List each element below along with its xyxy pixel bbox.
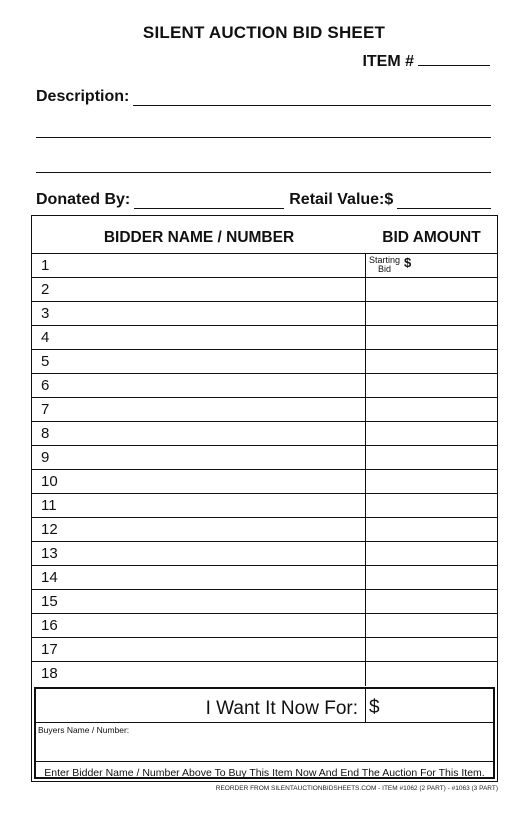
bid-row[interactable] bbox=[32, 254, 497, 278]
retail-value-line[interactable] bbox=[397, 193, 491, 209]
bid-row[interactable] bbox=[32, 494, 497, 518]
buy-now-dollar[interactable]: $ bbox=[369, 697, 380, 718]
bid-amount-column-header: BID AMOUNT bbox=[382, 229, 481, 246]
bid-row[interactable] bbox=[32, 662, 497, 686]
bid-rows bbox=[32, 254, 497, 686]
row-number: 4 bbox=[41, 329, 50, 346]
bid-row[interactable] bbox=[32, 302, 497, 326]
row-number: 10 bbox=[41, 473, 58, 490]
bid-row[interactable] bbox=[32, 542, 497, 566]
column-divider bbox=[365, 302, 366, 325]
donor-row bbox=[36, 191, 491, 209]
item-number-label: ITEM # bbox=[362, 53, 414, 70]
column-divider bbox=[365, 542, 366, 565]
starting-bid-label-line-2: Bid bbox=[378, 264, 392, 274]
row-number: 18 bbox=[41, 665, 58, 682]
item-number-line bbox=[418, 52, 490, 66]
row-number: 8 bbox=[41, 425, 50, 442]
donated-by-label: Donated By: bbox=[36, 191, 131, 208]
column-divider bbox=[365, 350, 366, 373]
bid-row[interactable] bbox=[32, 398, 497, 422]
row-number: 7 bbox=[41, 401, 50, 418]
column-divider bbox=[365, 446, 366, 469]
bid-table bbox=[31, 215, 498, 782]
bid-table-header bbox=[32, 216, 497, 254]
column-divider bbox=[365, 254, 366, 277]
bid-row[interactable] bbox=[32, 422, 497, 446]
row-number: 5 bbox=[41, 353, 50, 370]
bid-row[interactable] bbox=[32, 446, 497, 470]
column-divider bbox=[365, 638, 366, 661]
buyer-name-field[interactable] bbox=[36, 723, 493, 762]
reorder-footer: REORDER FROM SILENTAUCTIONBIDSHEETS.COM - ITEM #1062 (2 PART) - #1063 (3 PART) bbox=[215, 785, 498, 792]
row-number: 3 bbox=[41, 305, 50, 322]
buy-now-box bbox=[34, 687, 495, 779]
column-divider bbox=[365, 374, 366, 397]
row-number: 17 bbox=[41, 641, 58, 658]
row-number: 11 bbox=[41, 497, 57, 514]
row-number: 9 bbox=[41, 449, 50, 466]
bid-row[interactable] bbox=[32, 638, 497, 662]
row-number: 2 bbox=[41, 281, 50, 298]
row-number: 1 bbox=[41, 257, 50, 274]
donated-by-line[interactable] bbox=[134, 193, 284, 209]
column-divider bbox=[365, 590, 366, 613]
column-divider bbox=[365, 494, 366, 517]
starting-bid-label-line-1: Starting bbox=[369, 255, 401, 265]
column-divider bbox=[365, 518, 366, 541]
bid-row[interactable] bbox=[32, 566, 497, 590]
description-line-2[interactable] bbox=[36, 137, 491, 138]
bid-row[interactable] bbox=[32, 518, 497, 542]
row-number: 14 bbox=[41, 569, 58, 586]
starting-bid-label bbox=[369, 256, 400, 274]
column-divider bbox=[365, 278, 366, 301]
bid-row[interactable] bbox=[32, 278, 497, 302]
buy-now-instructions: Enter Bidder Name / Number Above To Buy This Item Now And End The Auction For This Item. bbox=[44, 767, 485, 779]
buyer-name-label: Buyers Name / Number: bbox=[38, 725, 130, 735]
column-divider bbox=[365, 422, 366, 445]
page-title: SILENT AUCTION BID SHEET bbox=[142, 23, 386, 42]
row-number: 6 bbox=[41, 377, 50, 394]
bidder-column-header: BIDDER NAME / NUMBER bbox=[103, 229, 295, 246]
column-divider bbox=[365, 470, 366, 493]
column-divider bbox=[365, 398, 366, 421]
row-number: 16 bbox=[41, 617, 58, 634]
bid-row[interactable] bbox=[32, 374, 497, 398]
column-divider bbox=[365, 662, 366, 686]
column-divider bbox=[365, 326, 366, 349]
item-number-field[interactable] bbox=[362, 52, 490, 71]
buy-now-row bbox=[36, 689, 493, 723]
description-line-3[interactable] bbox=[36, 172, 491, 173]
bid-row[interactable] bbox=[32, 590, 497, 614]
bid-row[interactable] bbox=[32, 470, 497, 494]
bid-row[interactable] bbox=[32, 326, 497, 350]
buy-now-divider bbox=[365, 689, 366, 722]
column-divider bbox=[365, 614, 366, 637]
starting-bid-dollar: $ bbox=[404, 255, 412, 270]
column-divider bbox=[365, 566, 366, 589]
retail-value-label: Retail Value:$ bbox=[289, 191, 394, 208]
description-field[interactable] bbox=[36, 88, 491, 106]
bid-row[interactable] bbox=[32, 614, 497, 638]
row-number: 13 bbox=[41, 545, 58, 562]
row-number: 15 bbox=[41, 593, 58, 610]
description-line-1 bbox=[133, 90, 491, 106]
buy-now-label: I Want It Now For: bbox=[205, 698, 358, 719]
row-number: 12 bbox=[41, 521, 58, 538]
bid-row[interactable] bbox=[32, 350, 497, 374]
description-label: Description: bbox=[36, 88, 130, 105]
